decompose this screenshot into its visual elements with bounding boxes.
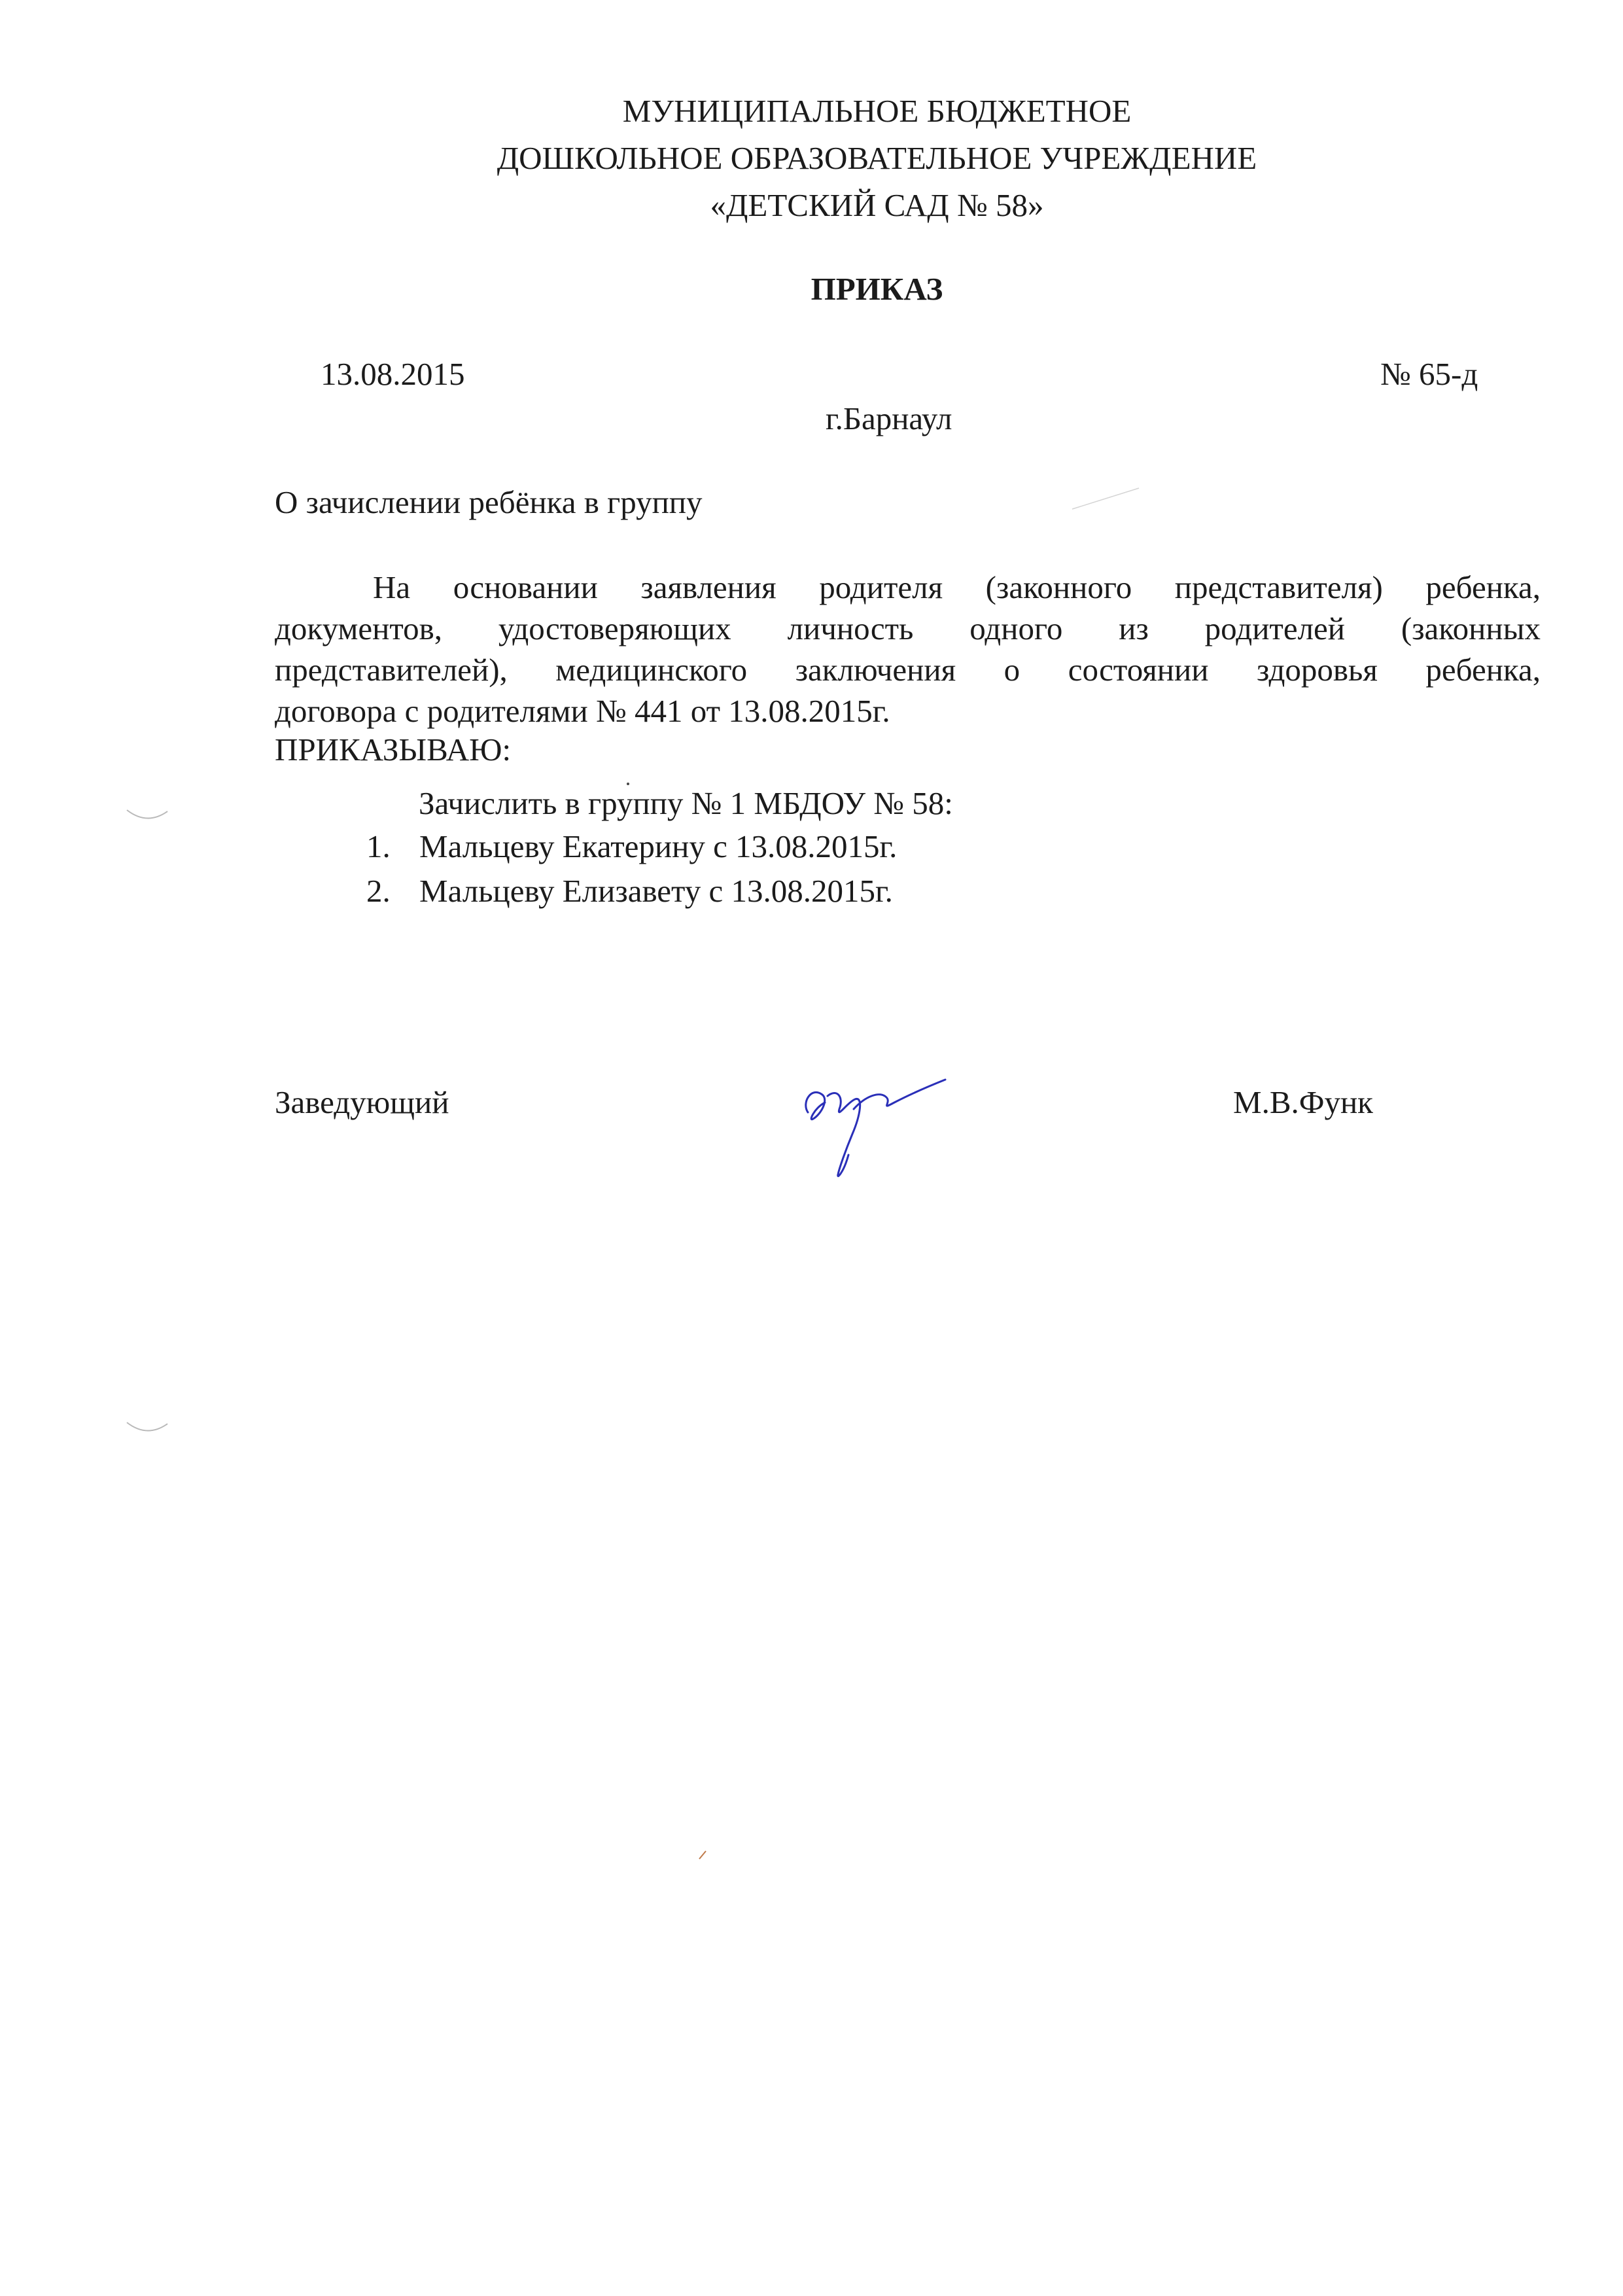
basis-paragraph (275, 567, 1541, 732)
paper-scratch (1070, 486, 1142, 512)
org-name-line-3: «ДЕТСКИЙ САД № 58» (710, 187, 1044, 223)
basis-line-1: На основании заявления родителя (законного представителя) ребенка, (373, 569, 1541, 605)
list-item-text: Мальцеву Екатерину с 13.08.2015г. (419, 828, 898, 864)
punch-hole-mark (124, 806, 170, 826)
document-subject: О зачислении ребёнка в группу (275, 484, 703, 520)
list-item (366, 827, 1413, 866)
basis-line-3: представителей), медицинского заключения о состоянии здоровья ребенка, (275, 652, 1541, 688)
org-name-line-1: МУНИЦИПАЛЬНОЕ БЮДЖЕТНОЕ (622, 93, 1132, 129)
document-date: 13.08.2015 (321, 356, 465, 392)
list-item-text: Мальцеву Елизавету с 13.08.2015г. (419, 873, 893, 909)
document-title: ПРИКАЗ (811, 271, 943, 307)
document-city: г.Барнаул (826, 400, 952, 436)
enroll-intro: Зачислить в группу № 1 МБДОУ № 58: (419, 785, 953, 821)
list-item-number: 1. (366, 828, 391, 864)
punch-hole-mark (124, 1419, 170, 1438)
list-item (366, 872, 1413, 911)
document-number: № 65-д (1380, 356, 1478, 392)
list-item-number: 2. (366, 873, 391, 909)
signatory-name: М.В.Функ (1233, 1084, 1373, 1120)
basis-line-2: документов, удостоверяющих личность одного из родителей (законных (275, 610, 1541, 646)
order-word: ПРИКАЗЫВАЮ: (275, 732, 512, 768)
handwritten-signature (782, 1057, 952, 1188)
signatory-role: Заведующий (275, 1084, 449, 1120)
org-name-line-2: ДОШКОЛЬНОЕ ОБРАЗОВАТЕЛЬНОЕ УЧРЕЖДЕНИЕ (497, 140, 1257, 176)
paper-scratch (697, 1848, 710, 1862)
basis-line-4: договора с родителями № 441 от 13.08.2015г. (275, 693, 890, 729)
